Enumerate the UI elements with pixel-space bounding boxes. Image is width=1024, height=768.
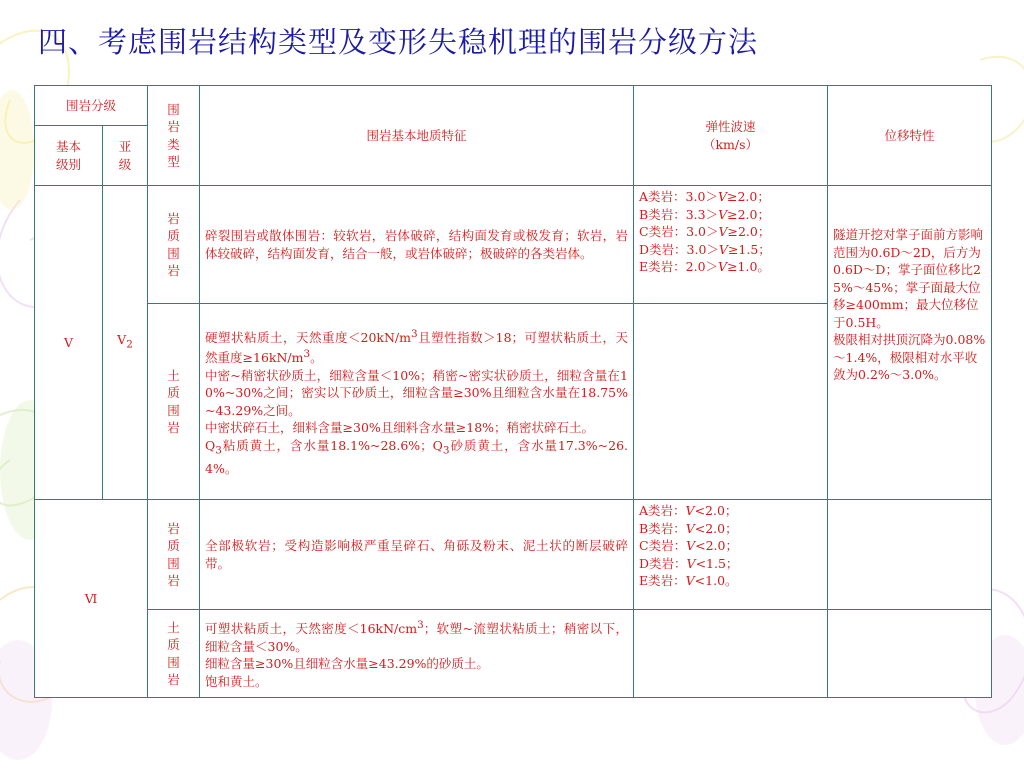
soil-feature-line: 细粒含量≥30%且细粒含水量≥43.29%的砂质土。 <box>205 656 489 672</box>
velocity-line: B类岩：3.3＞V≥2.0； <box>639 206 770 222</box>
soil-feature-line: 中密~稍密状砂质土，细粒含量＜10%；稍密~密实状砂质土，细粒含量在10%~30%之间；密实以下砂质土，细粒含量≥30%且细粒含水量在18.75%~43.29%之间。 <box>205 367 629 418</box>
velocity-line: E类岩：2.0＞V≥1.0。 <box>639 259 770 274</box>
velocity-line: D类岩：V<1.5； <box>639 555 739 571</box>
grade-v-rock-velocity <box>634 186 828 304</box>
header-features: 围岩基本地质特征 <box>200 86 634 186</box>
header-grade: 围岩分级 <box>35 86 148 126</box>
grade-v-sub-index: 2 <box>126 338 133 351</box>
slide-title: 四、考虑围岩结构类型及变形失稳机理的围岩分级方法 <box>38 25 759 59</box>
grade-vi-rock-type: 岩 质 围 岩 <box>148 500 200 610</box>
grade-v-soil-velocity-empty <box>634 304 828 500</box>
header-displacement: 位移特性 <box>828 86 992 186</box>
grade-v-soil-type: 土 质 围 岩 <box>148 304 200 500</box>
grade-v-sub-main: V <box>117 332 127 347</box>
grade-vi-basic: Ⅵ <box>35 500 148 698</box>
velocity-line: D类岩：3.0＞V≥1.5； <box>639 241 771 257</box>
velocity-line: A类岩：3.0＞V≥2.0； <box>639 189 770 204</box>
grade-v-soil-features <box>200 304 634 500</box>
grade-v-sub <box>103 186 148 500</box>
grade-v-rock-type: 岩 质 围 岩 <box>148 186 200 304</box>
soil-feature-line: 饱和黄土。 <box>205 673 268 689</box>
grade-vi-rock-velocity <box>634 500 828 610</box>
velocity-line: A类岩：V<2.0； <box>639 503 738 518</box>
velocity-line: C类岩：3.0＞V≥2.0； <box>639 224 771 239</box>
grade-vi-rock-displacement-empty <box>828 500 992 610</box>
grade-vi-soil-type: 土 质 围 岩 <box>148 610 200 698</box>
grade-vi-rock-features: 全部极软岩；受构造影响极严重呈碎石、角砾及粉末、泥土状的断层破碎带。 <box>200 500 634 610</box>
grade-vi-soil-features <box>200 610 634 698</box>
velocity-line: C类岩：V<2.0； <box>639 538 738 553</box>
velocity-line: B类岩：V<2.0； <box>639 520 738 536</box>
grade-v-displacement: 隧道开挖对掌子面前方影响范围为0.6D～2D，后方为0.6D～D；掌子面位移比25%～45%；掌子面最大位移≥400mm；最大位移位于0.5H。 极限相对拱顶沉降为0.08%～1.4%，极限相对水平收敛为0.2%～3.0%。 <box>828 186 992 500</box>
soil-feature-line: 可塑状粘质土，天然密度$<16kN/cm^3$；软塑~流塑状粘质土；稍密以下，细粒含量＜30%。 <box>205 618 629 654</box>
classification-table <box>34 85 992 698</box>
grade-vi-soil-displacement-empty <box>828 610 992 698</box>
grade-v-basic: V <box>35 186 103 500</box>
header-sub-grade: 亚 级 <box>103 126 148 186</box>
header-basic-grade: 基本 级别 <box>35 126 103 186</box>
header-rock-type: 围 岩 类 型 <box>148 86 200 186</box>
velocity-line: E类岩：V<1.0。 <box>639 573 738 588</box>
grade-v-rock-features: 碎裂围岩或散体围岩：较软岩，岩体破碎，结构面发育或极发育；软岩，岩体较破碎，结构面发育，结合一般，或岩体破碎；极破碎的各类岩体。 <box>200 186 634 304</box>
grade-vi-soil-velocity-empty <box>634 610 828 698</box>
soil-feature-line: $Q_3$粘质黄土，含水量18.1%~28.6%；$Q_3$砂质黄土，含水量17.3%~26.4%。 <box>205 437 628 476</box>
soil-feature-line: 中密状碎石土，细料含量≥30%且细料含水量≥18%；稍密状碎石土。 <box>205 420 595 436</box>
soil-feature-line: 硬塑状粘质土，天然重度$<20kN/m^3$且塑性指数＞18；可塑状粘质土，天然重度$\ge 16kN/m^3$。 <box>205 327 629 366</box>
header-velocity: 弹性波速 （km/s） <box>634 86 828 186</box>
